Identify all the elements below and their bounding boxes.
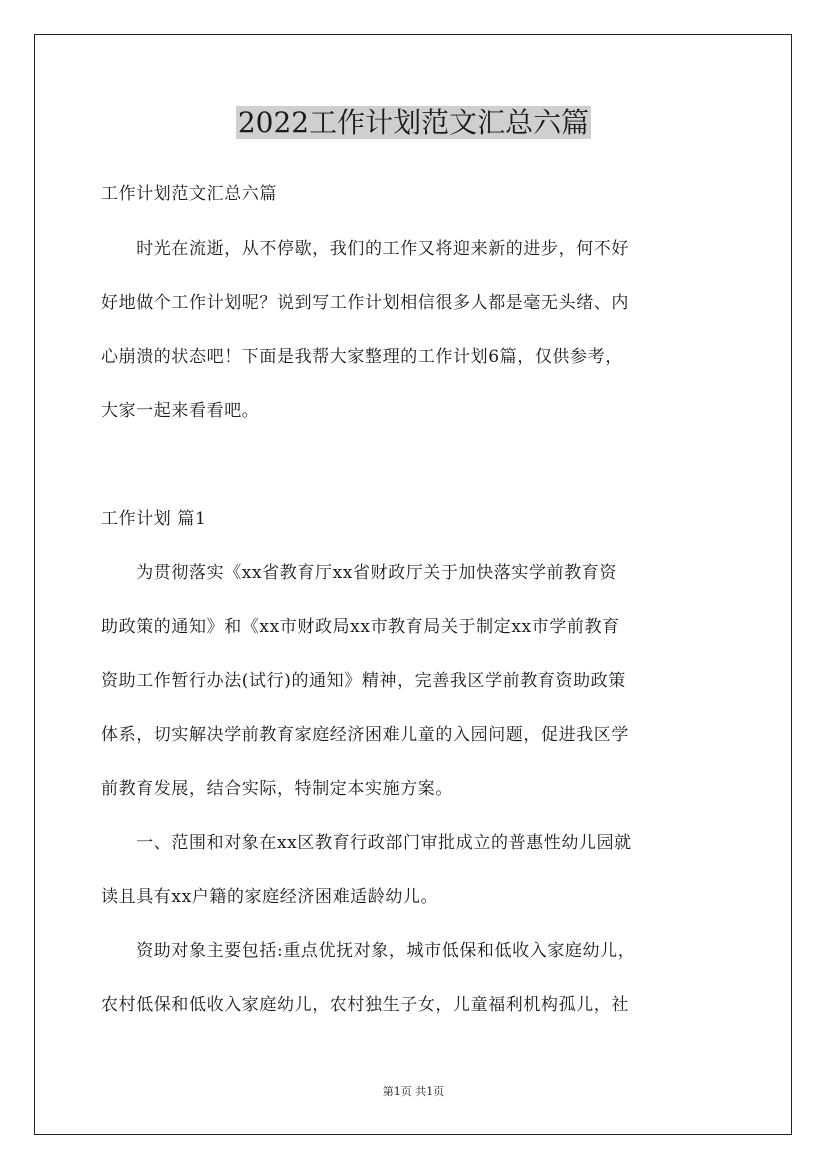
paragraph-line: 助政策的通知》和《xx市财政局xx市教育局关于制定xx市学前教育 [101,617,620,637]
paragraph-line: 好地做个工作计划呢？说到写工作计划相信很多人都是毫无头绪、内 [101,293,629,313]
paragraph-line: 读且具有xx户籍的家庭经济困难适龄幼儿。 [101,887,439,907]
section-heading: 工作计划范文汇总六篇 [101,184,277,204]
paragraph-line: 为贯彻落实《xx省教育厅xx省财政厅关于加快落实学前教育资 [101,563,617,583]
document-title [0,103,827,143]
paragraph-line: 时光在流逝，从不停歇，我们的工作又将迎来新的进步，何不好 [101,239,629,259]
document-title-text: 2022工作计划范文汇总六篇 [237,106,590,139]
section-heading: 工作计划 篇1 [101,509,207,529]
page-footer: 第1页 共1页 [382,1085,445,1098]
paragraph-line: 前教育发展，结合实际，特制定本实施方案。 [101,779,453,799]
paragraph-line: 农村低保和低收入家庭幼儿，农村独生子女，儿童福利机构孤儿，社 [101,995,629,1015]
paragraph-line: 资助对象主要包括:重点优抚对象，城市低保和低收入家庭幼儿， [101,941,636,961]
paragraph-line: 一、范围和对象在xx区教育行政部门审批成立的普惠性幼儿园就 [101,833,632,853]
paragraph-line: 大家一起来看看吧。 [101,401,260,421]
paragraph-line: 体系，切实解决学前教育家庭经济困难儿童的入园问题，促进我区学 [101,725,629,745]
paragraph-line: 资助工作暂行办法(试行)的通知》精神，完善我区学前教育资助政策 [101,671,626,691]
paragraph-line: 心崩溃的状态吧！下面是我帮大家整理的工作计划6篇，仅供参考， [101,347,623,367]
